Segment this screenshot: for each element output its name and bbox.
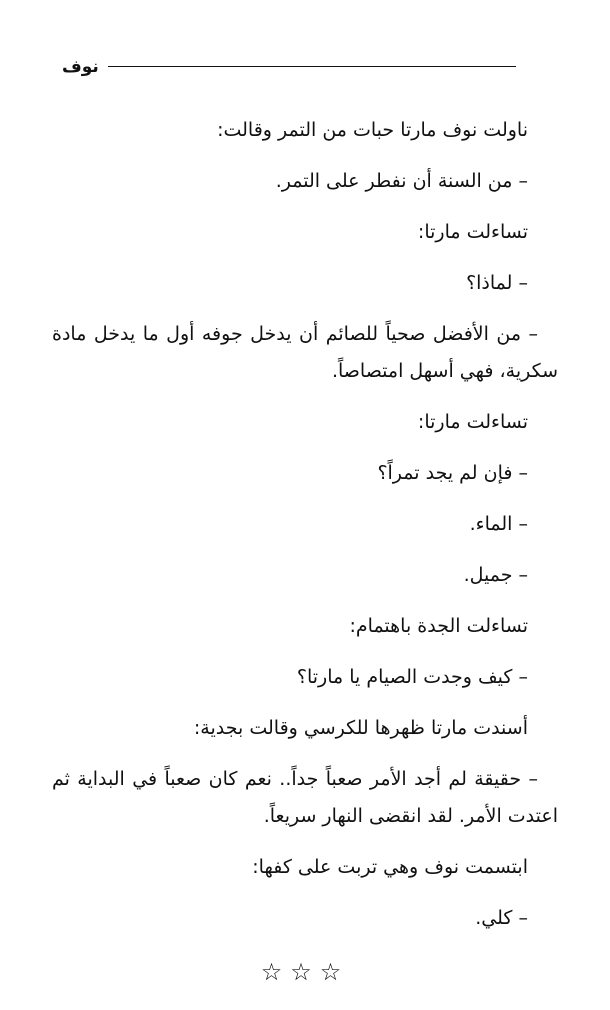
paragraph: تساءلت مارتا: <box>417 221 528 243</box>
paragraph: – الماء. <box>469 513 528 535</box>
paragraph: – فإن لم يجد تمراً؟ <box>377 462 528 484</box>
paragraph: – لماذا؟ <box>466 272 528 294</box>
header-rule <box>108 66 516 67</box>
paragraph: تساءلت مارتا: <box>417 411 528 433</box>
page-header <box>62 52 462 82</box>
section-break-stars: ☆☆☆ <box>260 958 350 986</box>
paragraph: ناولت نوف مارتا حبات من التمر وقالت: <box>217 119 528 141</box>
paragraph: تساءلت الجدة باهتمام: <box>349 615 528 637</box>
paragraph: – من الأفضل صحياً للصائم أن يدخل جوفه أول ما يدخل مادة سكرية، فهي أسهل امتصاصاً. <box>52 323 558 382</box>
paragraph: – كلي. <box>475 907 528 929</box>
paragraph: ابتسمت نوف وهي تربت على كفها: <box>252 856 528 878</box>
paragraph: أسندت مارتا ظهرها للكرسي وقالت بجدية: <box>193 717 528 739</box>
paragraph: – من السنة أن نفطر على التمر. <box>275 170 528 192</box>
paragraph: – حقيقة لم أجد الأمر صعباً جداً.. نعم كان صعباً في البداية ثم اعتدت الأمر. لقد انقضى النهار سريعاً. <box>52 768 558 827</box>
page-body <box>52 112 558 951</box>
paragraph: – كيف وجدت الصيام يا مارتا؟ <box>296 666 528 688</box>
paragraph: – جميل. <box>463 564 528 586</box>
running-title: نوف <box>62 57 99 77</box>
